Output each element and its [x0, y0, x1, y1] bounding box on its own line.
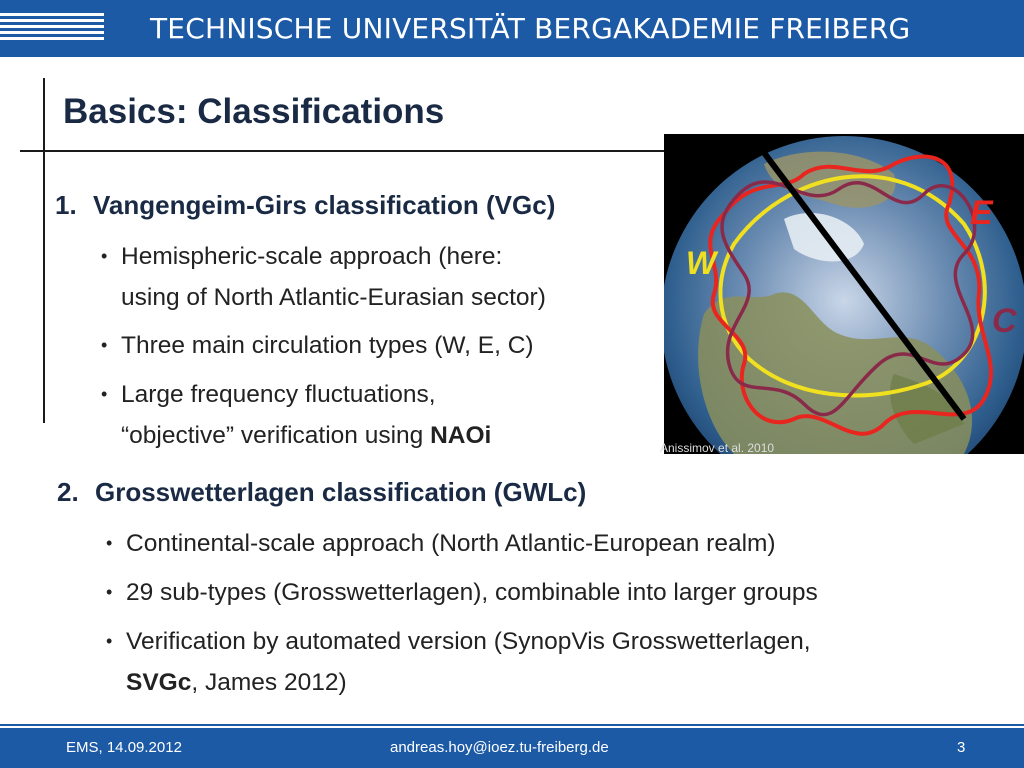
footer-page-number: 3 — [957, 739, 966, 756]
bullet-dot: • — [106, 582, 113, 602]
svgc-bold: SVGc — [126, 669, 192, 696]
bullet-line — [121, 415, 491, 456]
item-2-heading — [57, 477, 586, 508]
bullet-line: using of North Atlantic-Eurasian sector) — [121, 284, 546, 311]
footer-bar — [0, 728, 1024, 768]
naoi-bold: NAOi — [430, 422, 492, 449]
bullet-line: 29 sub-types (Grosswetterlagen), combinable into larger groups — [126, 579, 818, 606]
footer-event-date: EMS, 14.09.2012 — [66, 739, 182, 756]
frame-horizontal-line — [20, 150, 685, 152]
bullet-text: , James 2012) — [191, 669, 347, 696]
frame-vertical-line — [43, 78, 45, 423]
item-2-number: 2. — [57, 477, 79, 507]
item-2-bullet-1 — [106, 523, 776, 564]
label-c: C — [992, 302, 1017, 340]
university-name: TECHNISCHE UNIVERSITÄT BERGAKADEMIE FREIBERG — [150, 12, 911, 45]
footer-email: andreas.hoy@ioez.tu-freiberg.de — [390, 739, 609, 756]
item-1-number: 1. — [55, 190, 77, 220]
bullet-dot: • — [101, 335, 108, 355]
item-1-heading — [55, 190, 555, 221]
header-stripes-logo — [0, 13, 104, 43]
university-header-bar — [0, 0, 1024, 57]
item-2-heading-text: Grosswetterlagen classification (GWLc) — [95, 477, 587, 507]
bullet-line: Verification by automated version (SynopVis Grosswetterlagen, — [126, 628, 811, 655]
circulation-globe-figure — [664, 134, 1024, 454]
item-1-bullet-1 — [101, 236, 546, 318]
figure-credit: Anissimov et al. 2010 — [660, 441, 775, 455]
footer-top-line — [0, 724, 1024, 726]
bullet-dot: • — [101, 384, 108, 404]
bullet-line: Continental-scale approach (North Atlantic-European realm) — [126, 530, 776, 557]
bullet-dot: • — [106, 533, 113, 553]
bullet-line: Large frequency fluctuations, — [121, 381, 436, 408]
item-1-bullet-3 — [101, 374, 492, 456]
bullet-line: Hemispheric-scale approach (here: — [121, 243, 503, 270]
globe-map-image — [664, 134, 1024, 454]
label-e: E — [970, 194, 993, 232]
bullet-line: Three main circulation types (W, E, C) — [121, 332, 534, 359]
item-1-bullet-2 — [101, 325, 534, 366]
item-1-heading-text: Vangengeim-Girs classification (VGc) — [93, 190, 556, 220]
bullet-line — [126, 662, 811, 703]
item-2-bullet-3 — [106, 621, 811, 703]
bullet-dot: • — [106, 631, 113, 651]
bullet-text: “objective” verification using — [121, 422, 431, 449]
slide-title: Basics: Classifications — [63, 92, 445, 131]
bullet-dot: • — [101, 246, 108, 266]
item-2-bullet-2 — [106, 572, 818, 613]
label-w: W — [686, 245, 717, 281]
